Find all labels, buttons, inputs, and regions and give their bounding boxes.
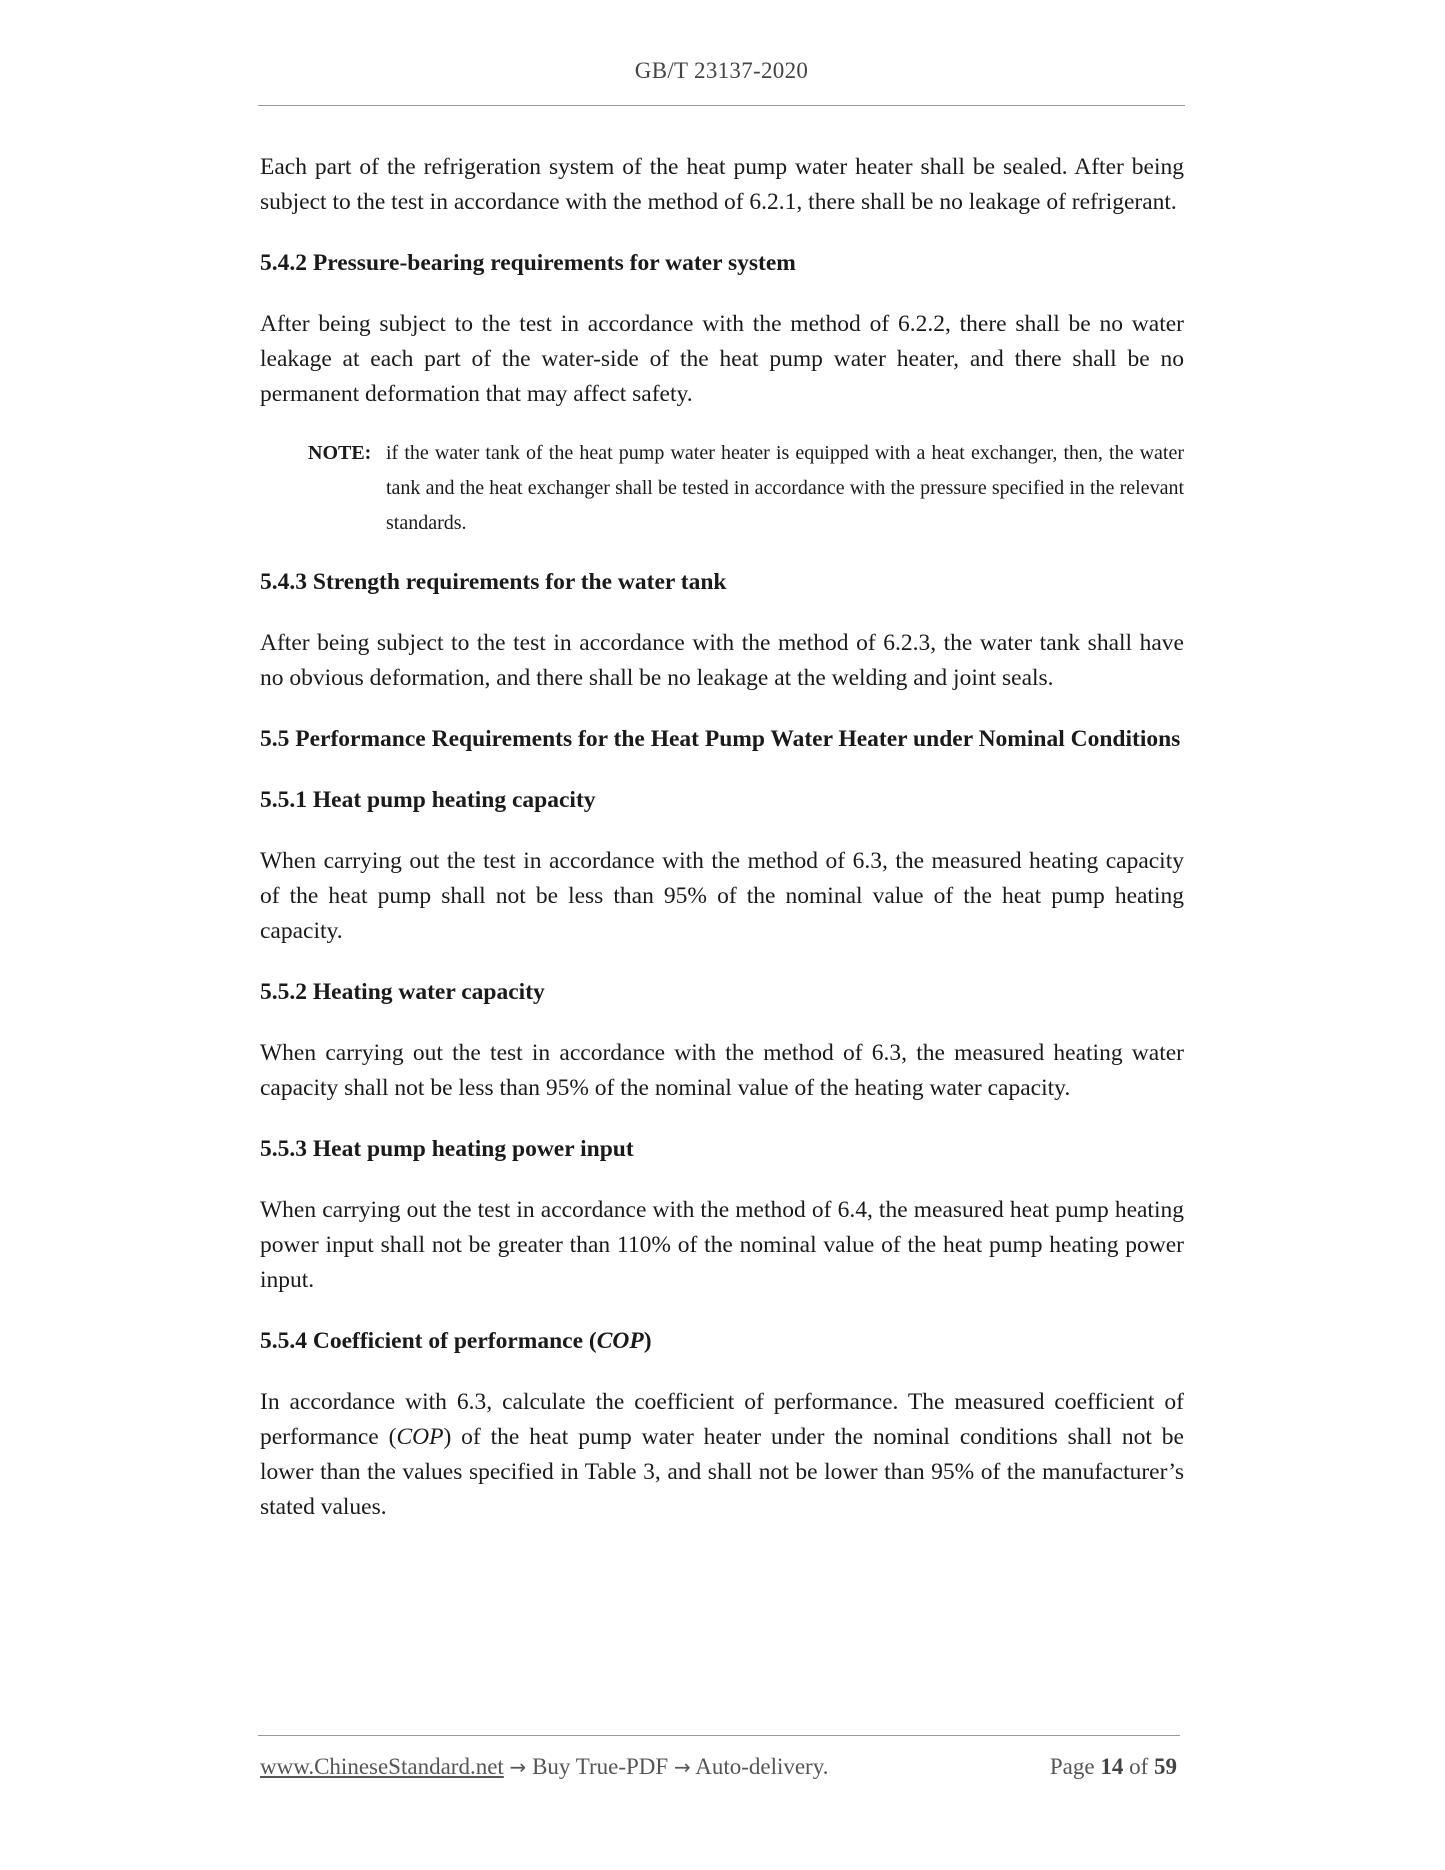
- current-page-number: 14: [1100, 1754, 1124, 1779]
- note-text: if the water tank of the heat pump water heater is equipped with a heat exchanger, then, the water tank and the heat exchanger shall be tested in accordance with the pressure specified in the relevant standards.: [386, 442, 1184, 534]
- paragraph-5-5-4-cop: COP: [396, 1424, 444, 1450]
- paragraph-5-5-4-part-b: ) of the heat pump water heater under the nominal conditions shall not be lower than the values specified in Table 3, and shall not be lower than 95% of the manufacturer’s stated values.: [260, 1424, 1184, 1520]
- heading-5-5-3: 5.5.3 Heat pump heating power input: [260, 1136, 634, 1162]
- heading-5-4-3: 5.4.3 Strength requirements for the water tank: [260, 569, 727, 595]
- auto-delivery-text: Auto-delivery.: [695, 1754, 829, 1779]
- arrow-right-icon: →: [509, 1755, 527, 1779]
- paragraph-intro: Each part of the refrigeration system of the heat pump water heater shall be sealed. After being subject to the test in accordance with the method of 6.2.1, there shall be no leakage of refrigerant.: [260, 154, 1184, 215]
- heading-5-5-2: 5.5.2 Heating water capacity: [260, 979, 545, 1005]
- footer-promo: [260, 1754, 828, 1780]
- page-counter: [1050, 1754, 1177, 1780]
- paragraph-5-5-4-part-a: In accordance with 6.3, calculate the coefficient of performance. The measured coefficient of performance (: [260, 1389, 1184, 1450]
- heading-5-5-4-cop: COP: [596, 1328, 644, 1354]
- heading-5-5-1: 5.5.1 Heat pump heating capacity: [260, 787, 596, 813]
- footer-divider: [258, 1735, 1180, 1736]
- total-page-count: 59: [1154, 1754, 1177, 1779]
- paragraph-5-4-3: After being subject to the test in accordance with the method of 6.2.3, the water tank shall have no obvious deformation, and there shall be no leakage at the welding and joint seals.: [260, 630, 1184, 691]
- heading-5-5: 5.5 Performance Requirements for the Heat Pump Water Heater under Nominal Conditions: [260, 726, 1181, 752]
- page-header-standard-id: GB/T 23137-2020: [634, 58, 809, 83]
- heading-5-5-4: [260, 1324, 1184, 1359]
- heading-5-4-2: 5.4.2 Pressure-bearing requirements for water system: [260, 250, 796, 276]
- of-word: of: [1129, 1754, 1149, 1779]
- paragraph-5-5-3: When carrying out the test in accordance with the method of 6.4, the measured heat pump heating power input shall not be greater than 110% of the nominal value of the heat pump heating power input.: [260, 1197, 1184, 1293]
- header-divider: [258, 105, 1185, 106]
- page-word: Page: [1049, 1754, 1095, 1779]
- paragraph-5-5-1: When carrying out the test in accordance with the method of 6.3, the measured heating capacity of the heat pump shall not be less than 95% of the nominal value of the heat pump heating capacity.: [260, 848, 1184, 944]
- site-link[interactable]: www.ChineseStandard.net: [260, 1754, 504, 1779]
- paragraph-5-5-4: [260, 1385, 1184, 1525]
- note-block: [308, 436, 1184, 541]
- heading-5-5-4-prefix: 5.5.4 Coefficient of performance (: [260, 1328, 597, 1354]
- buy-true-pdf-text: Buy True-PDF: [532, 1754, 669, 1779]
- paragraph-5-5-2: When carrying out the test in accordance with the method of 6.3, the measured heating water capacity shall not be less than 95% of the nominal value of the heating water capacity.: [260, 1040, 1184, 1101]
- arrow-right-icon: →: [673, 1755, 691, 1779]
- heading-5-5-4-suffix: ): [643, 1328, 652, 1354]
- document-body: [260, 150, 1184, 1551]
- note-label: NOTE:: [308, 442, 372, 464]
- paragraph-5-4-2: After being subject to the test in accordance with the method of 6.2.2, there shall be no water leakage at each part of the water-side of the heat pump water heater, and there shall be no permanent deformation that may affect safety.: [260, 311, 1184, 407]
